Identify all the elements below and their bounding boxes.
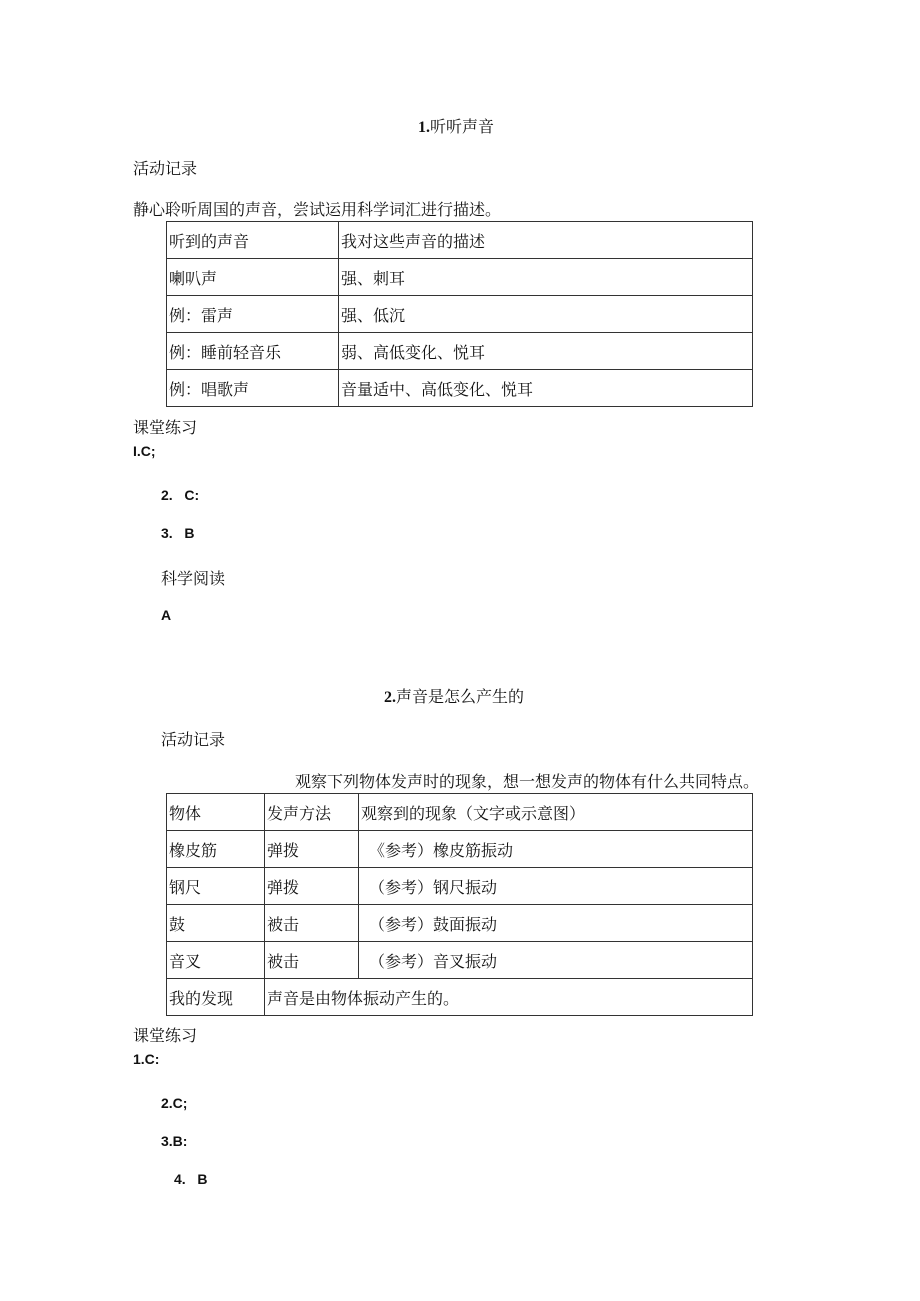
table-cell: 声音是由物体振动产生的。 <box>265 979 753 1016</box>
section1-reading-answer: A <box>161 607 172 623</box>
section1-title-text: 听听声音 <box>430 117 495 136</box>
table-cell: 例：睡前轻音乐 <box>167 333 339 370</box>
section2-title-number: 2. <box>384 689 396 706</box>
table-cell: 鼓 <box>167 905 265 942</box>
section2-answer-3: 3.B: <box>161 1133 188 1149</box>
table-row <box>167 905 753 942</box>
section1-instruction: 静心聆听周国的声音，尝试运用科学词汇进行描述。 <box>133 200 502 219</box>
table-cell: 钢尺 <box>167 868 265 905</box>
table-row <box>167 831 753 868</box>
table-cell: （参考）钢尺振动 <box>359 868 753 905</box>
table-cell: 音叉 <box>167 942 265 979</box>
section2-answer-2: 2.C; <box>161 1095 188 1111</box>
table-cell: 被击 <box>265 942 359 979</box>
table-cell: 弹拨 <box>265 831 359 868</box>
table-header-row <box>167 222 753 259</box>
section1-answer-3: 3. B <box>161 525 195 541</box>
table-cell: 被击 <box>265 905 359 942</box>
section1-reading-heading: 科学阅读 <box>161 569 226 588</box>
table-cell: 喇叭声 <box>167 259 339 296</box>
table-cell: 弹拨 <box>265 868 359 905</box>
table-cell: 音量适中、高低变化、悦耳 <box>339 370 753 407</box>
section1-practice-heading: 课堂练习 <box>133 418 198 437</box>
section1-title-number: 1. <box>418 119 430 136</box>
table-cell: 例：唱歌声 <box>167 370 339 407</box>
section1-title <box>418 114 494 137</box>
section2-activity-heading: 活动记录 <box>161 730 226 749</box>
table-cell: 《参考）橡皮筋振动 <box>359 831 753 868</box>
section2-practice-heading: 课堂练习 <box>133 1026 198 1045</box>
section1-activity-heading: 活动记录 <box>133 159 198 178</box>
section2-object-table <box>166 793 753 1016</box>
table-row <box>167 370 753 407</box>
table-row <box>167 333 753 370</box>
table-cell: 强、刺耳 <box>339 259 753 296</box>
table-header-cell: 观察到的现象（文字或示意图） <box>359 794 753 831</box>
section1-answer-1: I.C; <box>133 443 156 459</box>
table-row <box>167 979 753 1016</box>
section2-title <box>384 684 524 707</box>
table-header-cell: 发声方法 <box>265 794 359 831</box>
table-cell: 强、低沉 <box>339 296 753 333</box>
table-row <box>167 942 753 979</box>
table-cell: （参考）鼓面振动 <box>359 905 753 942</box>
table-cell: 橡皮筋 <box>167 831 265 868</box>
section2-title-text: 声音是怎么产生的 <box>396 687 525 706</box>
table-header-cell: 我对这些声音的描述 <box>339 222 753 259</box>
table-row <box>167 259 753 296</box>
section2-answer-4: 4. B <box>174 1171 208 1187</box>
table-header-row <box>167 794 753 831</box>
table-row <box>167 296 753 333</box>
section1-sound-table <box>166 221 753 407</box>
section1-answer-2: 2. C: <box>161 487 200 503</box>
table-cell: 弱、高低变化、悦耳 <box>339 333 753 370</box>
table-cell: 例：雷声 <box>167 296 339 333</box>
table-header-cell: 听到的声音 <box>167 222 339 259</box>
table-cell: （参考）音叉振动 <box>359 942 753 979</box>
table-cell: 我的发现 <box>167 979 265 1016</box>
section2-answer-1: 1.C: <box>133 1051 160 1067</box>
section2-instruction: 观察下列物体发声时的现象，想一想发声的物体有什么共同特点。 <box>295 772 760 791</box>
table-row <box>167 868 753 905</box>
table-header-cell: 物体 <box>167 794 265 831</box>
